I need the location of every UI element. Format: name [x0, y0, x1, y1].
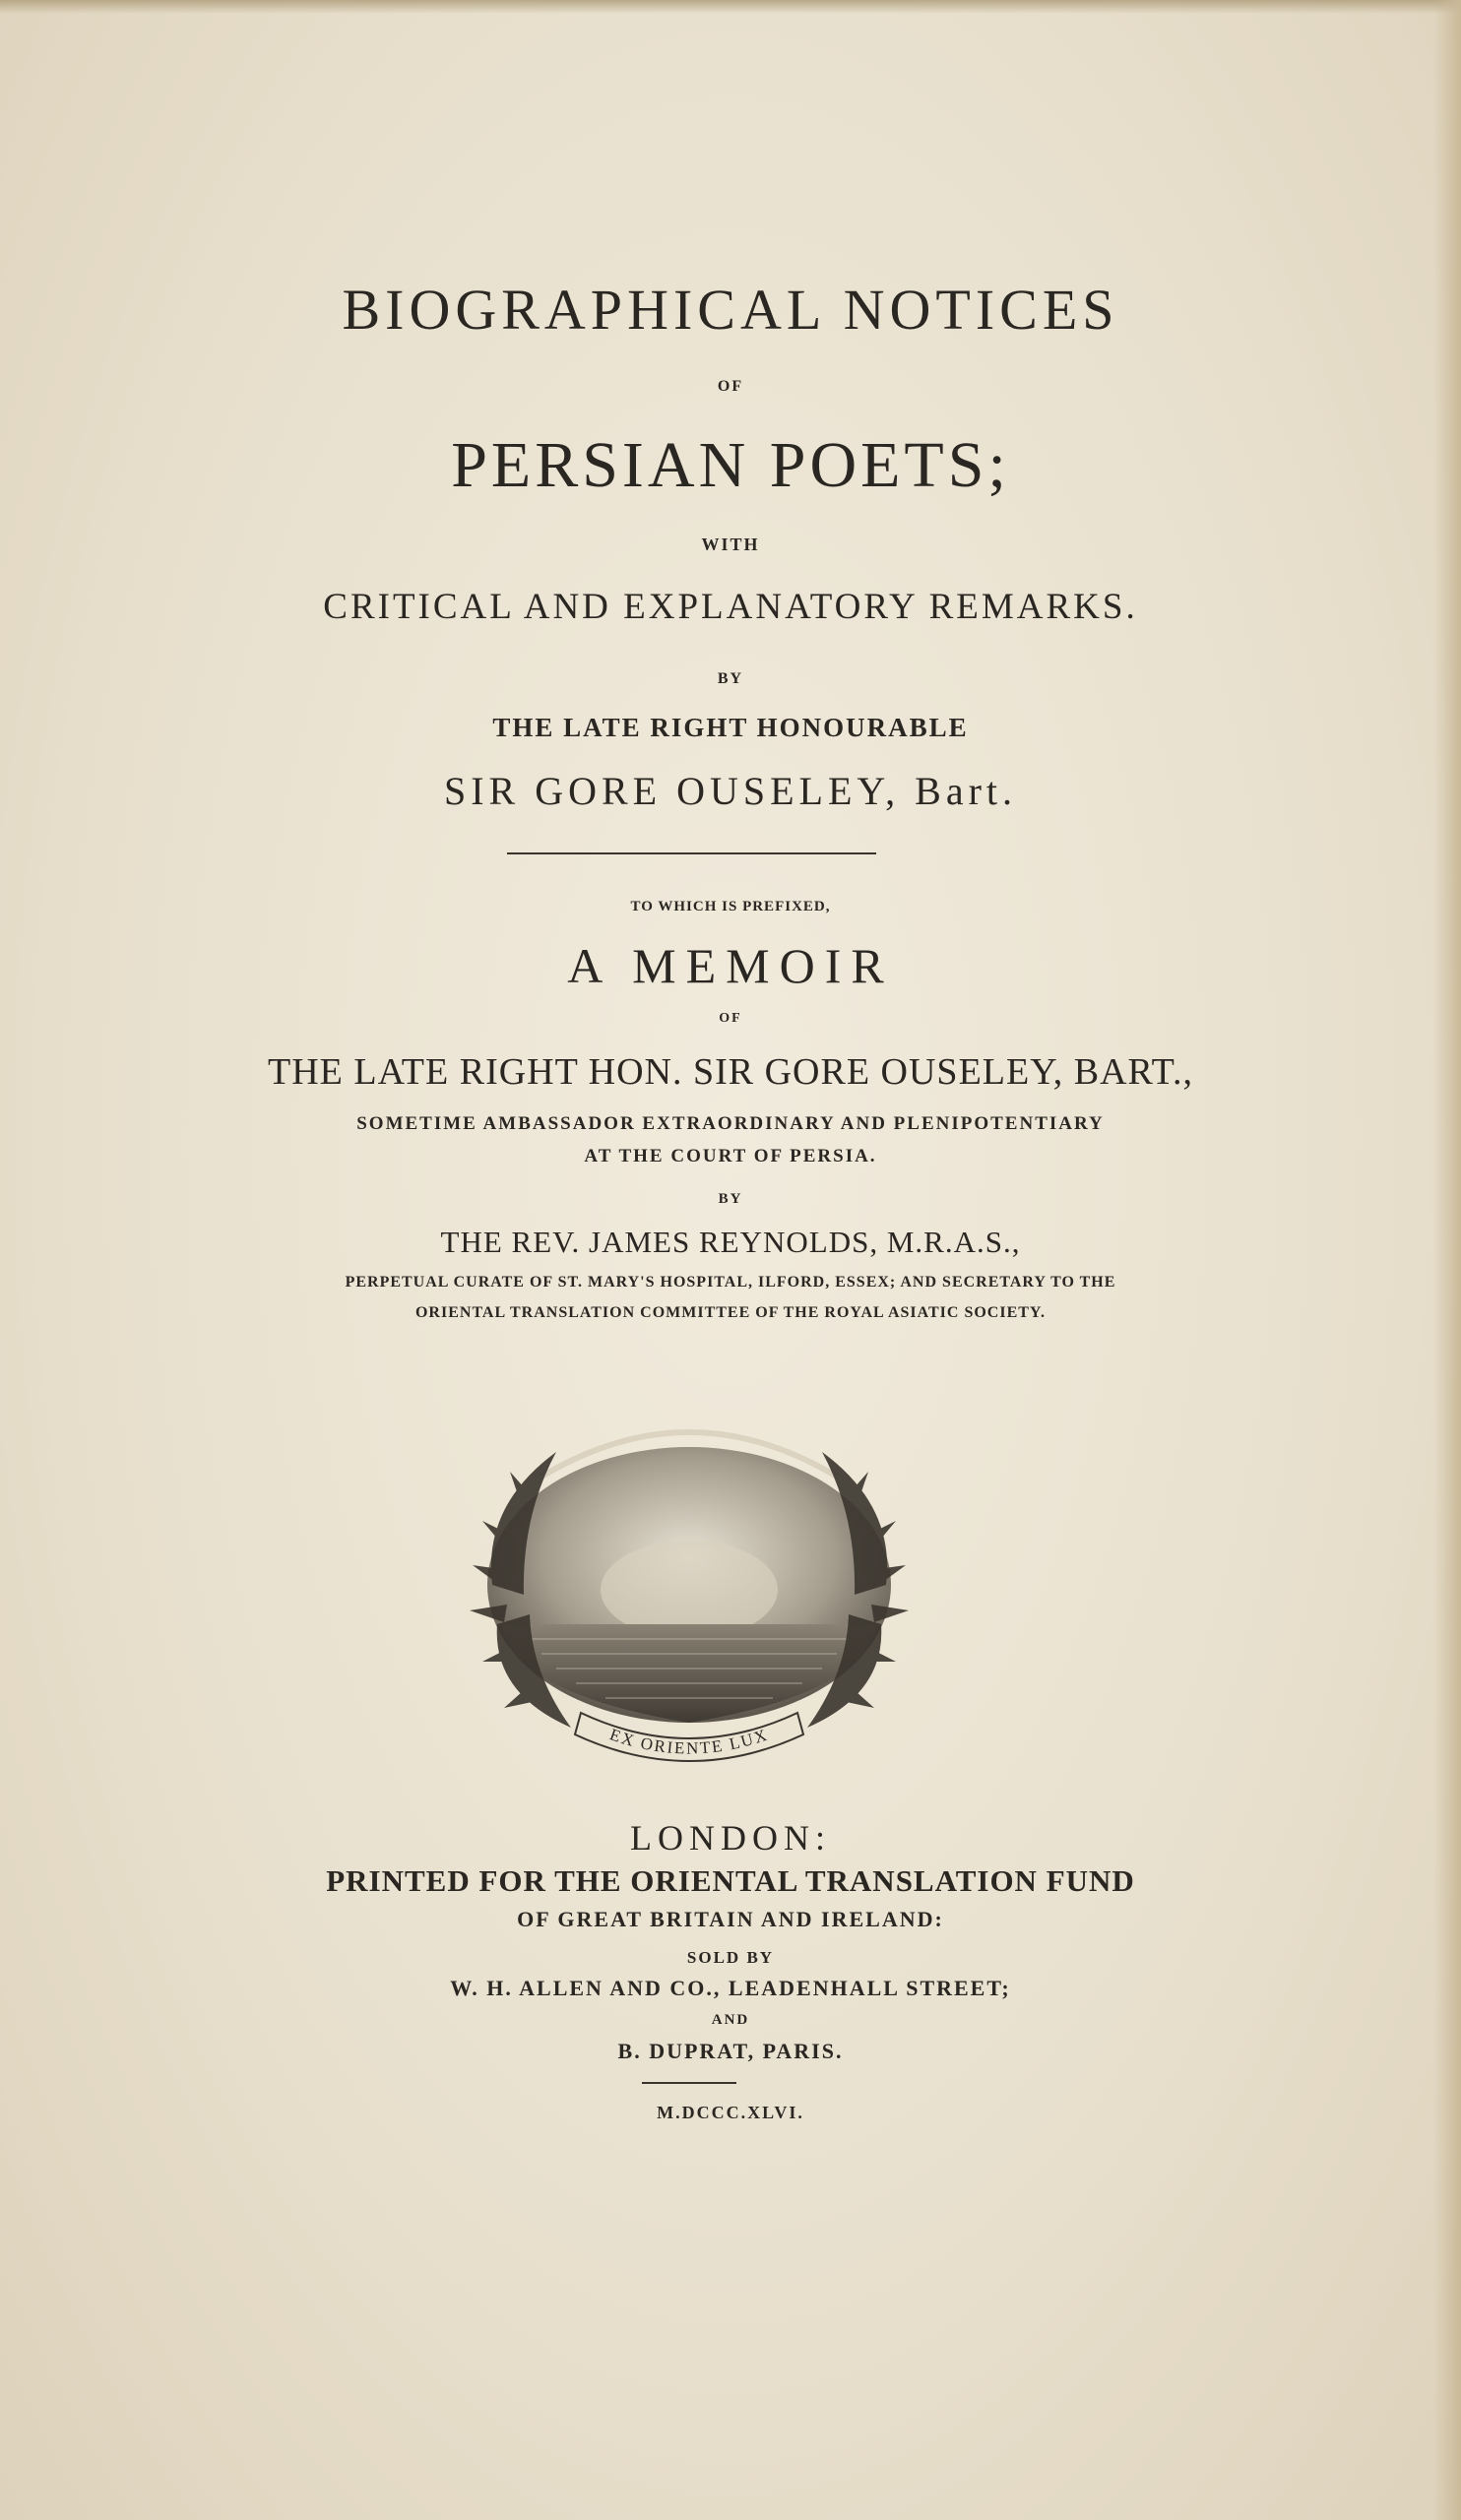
memoir-author-role-2: ORIENTAL TRANSLATION COMMITTEE OF THE ROYAL ASIATIC SOCIETY.	[414, 1304, 1046, 1321]
divider-rule-1	[507, 852, 876, 854]
prefixed-label: TO WHICH IS PREFIXED,	[630, 899, 831, 914]
with-label: WITH	[701, 535, 760, 554]
sold-by-label: SOLD BY	[686, 1948, 775, 1967]
subtitle: CRITICAL AND EXPLANATORY REMARKS.	[323, 587, 1138, 627]
by-label-2: BY	[718, 1191, 743, 1207]
publication-date: M.DCCC.XLVI.	[657, 2103, 804, 2122]
memoir-subject: THE LATE RIGHT HON. SIR GORE OUSELEY, BART.,	[268, 1051, 1193, 1093]
page-edge-right	[1433, 0, 1461, 2520]
memoir-author: THE REV. JAMES REYNOLDS, M.R.A.S.,	[440, 1225, 1021, 1259]
title-line-2: PERSIAN POETS;	[451, 429, 1010, 501]
imprint-city: LONDON:	[630, 1818, 831, 1858]
author-name: SIR GORE OUSELEY, Bart.	[443, 769, 1018, 813]
title-line-1: BIOGRAPHICAL NOTICES	[342, 278, 1119, 342]
of-label-1: OF	[717, 378, 744, 395]
and-label: AND	[711, 2012, 750, 2028]
imprint-line-2: OF GREAT BRITAIN AND IRELAND:	[517, 1907, 944, 1931]
seller-2: B. DUPRAT, PARIS.	[617, 2039, 844, 2063]
memoir-heading: A MEMOIR	[567, 938, 894, 993]
emblem-motto: EX ORIENTE LUX	[607, 1725, 771, 1758]
role-line-1: SOMETIME AMBASSADOR EXTRAORDINARY AND PLENIPOTENTIARY	[356, 1113, 1105, 1134]
of-label-2: OF	[719, 1011, 742, 1026]
memoir-author-role-1: PERPETUAL CURATE OF ST. MARY'S HOSPITAL, ILFORD, ESSEX; AND SECRETARY TO THE	[345, 1274, 1116, 1291]
author-intro: THE LATE RIGHT HONOURABLE	[492, 713, 969, 742]
seller-1: W. H. ALLEN AND CO., LEADENHALL STREET;	[450, 1976, 1011, 2000]
page-edge-top	[0, 0, 1461, 14]
divider-rule-2	[642, 2082, 736, 2084]
imprint-line-1: PRINTED FOR THE ORIENTAL TRANSLATION FUND	[326, 1863, 1135, 1898]
role-line-2: AT THE COURT OF PERSIA.	[584, 1146, 877, 1166]
society-emblem	[463, 1398, 916, 1772]
by-label-1: BY	[717, 670, 744, 687]
